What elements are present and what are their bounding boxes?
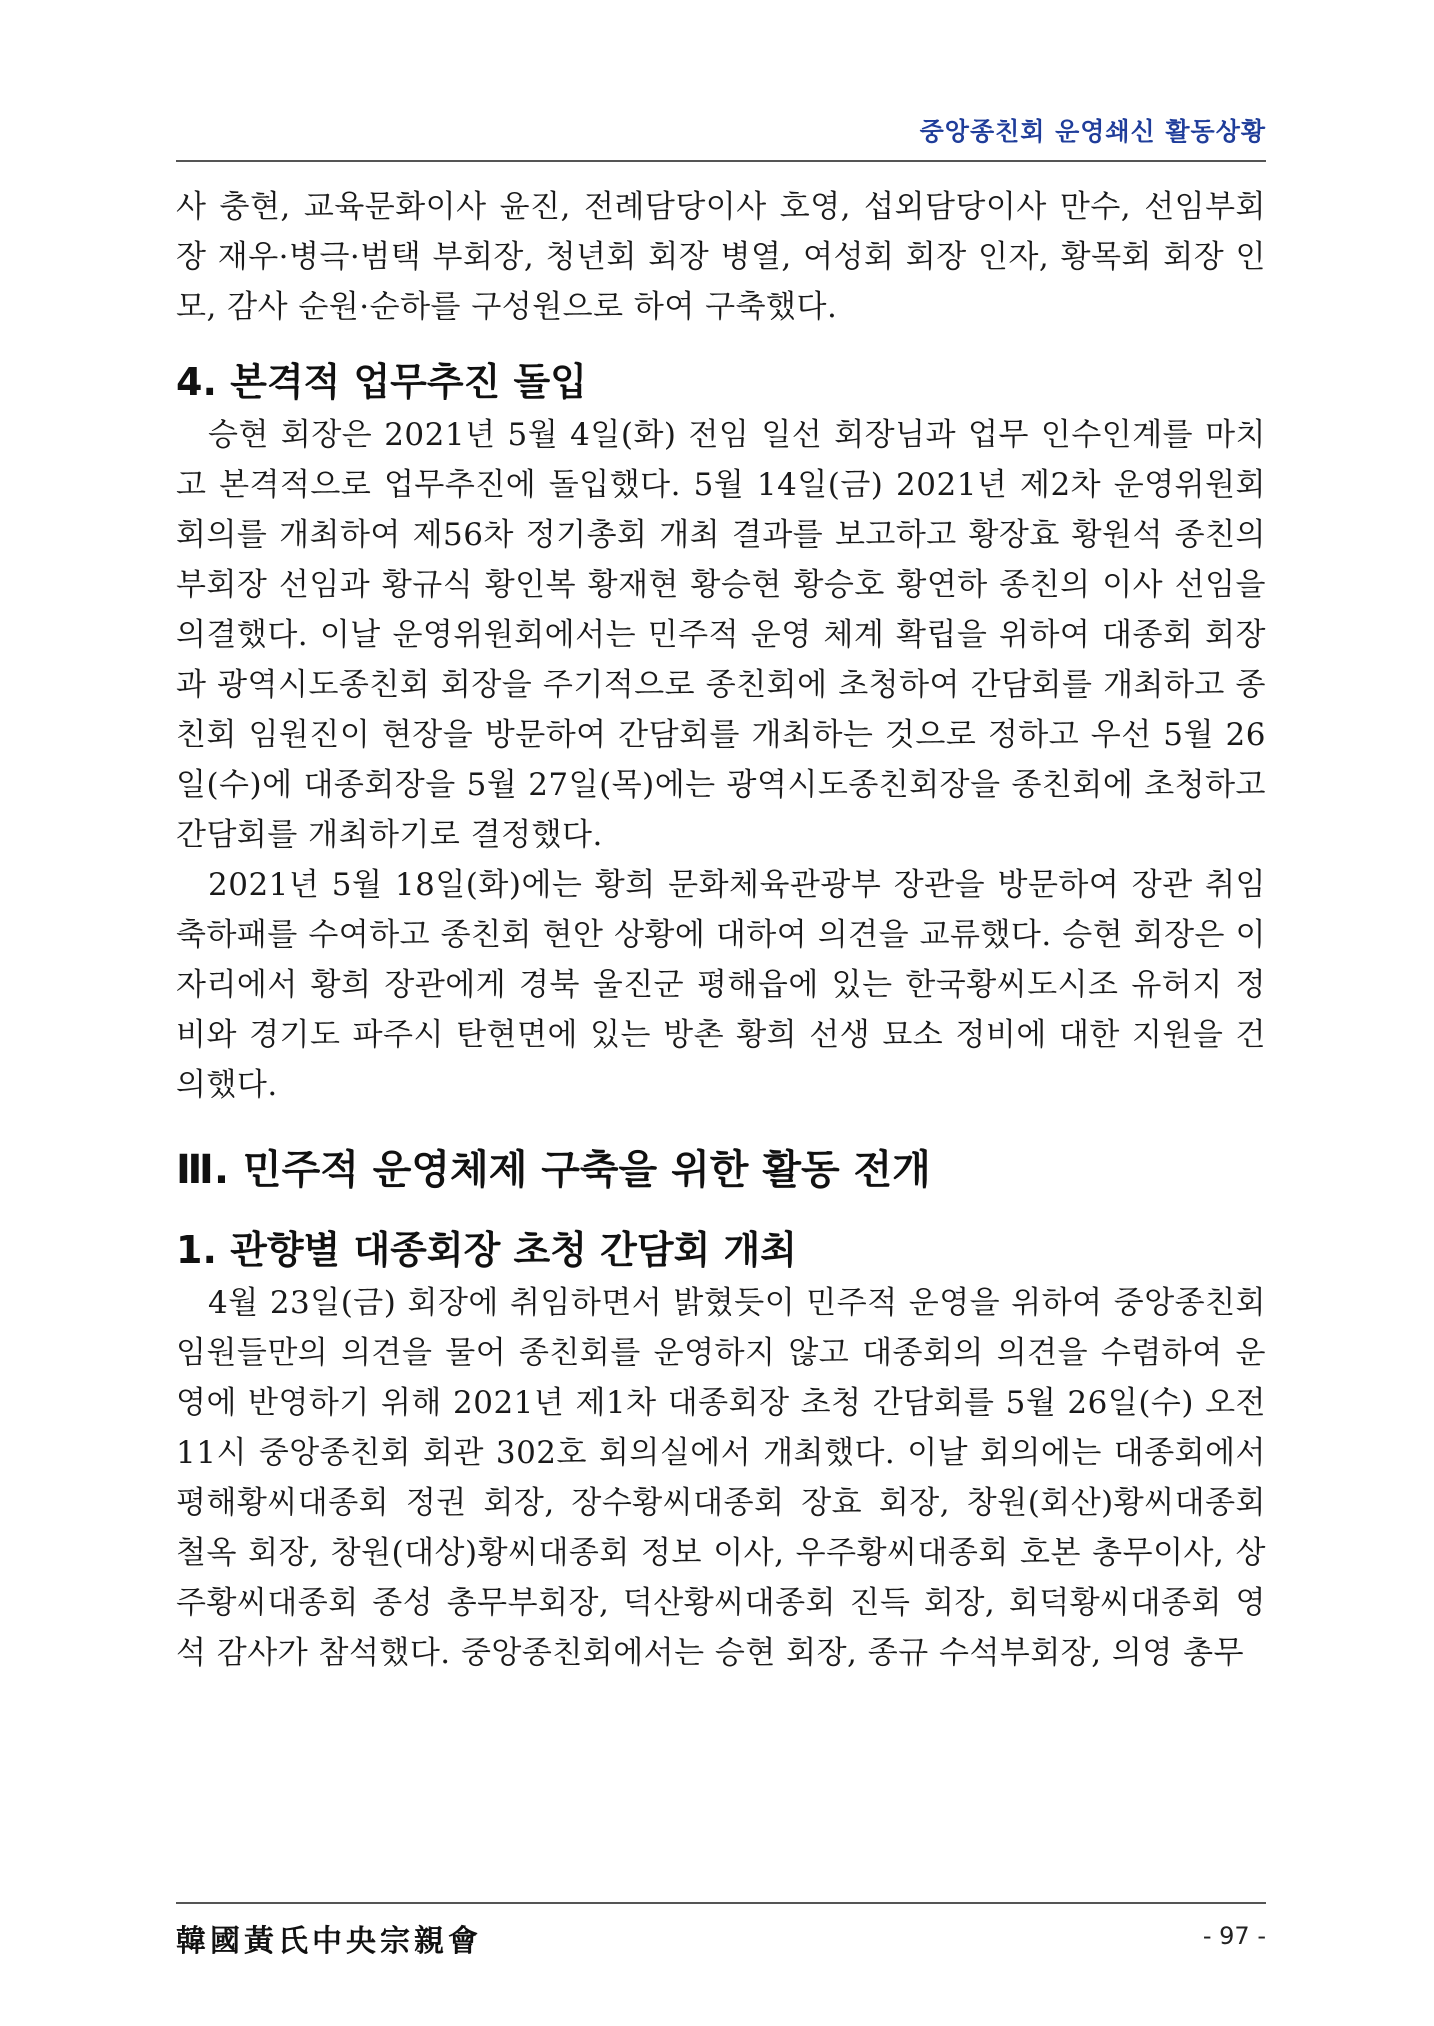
running-header: 중앙종친회 운영쇄신 활동상황 [919, 117, 1266, 146]
paragraph-continuation: 사 충현, 교육문화이사 윤진, 전례담당이사 호영, 섭외담당이사 만수, 선임부회장 재우·병극·범택 부회장, 청년회 회장 병열, 여성회 회장 인자, 황목회 회장 인모, 감사 순원·순하를 구성원으로 하여 구축했다. [176, 189, 1266, 325]
page-content [176, 182, 1266, 1678]
footer-rule [176, 1902, 1266, 1904]
chapter-heading-III: Ⅲ. 민주적 운영체제 구축을 위한 활동 전개 [176, 1147, 931, 1193]
header-rule [176, 160, 1266, 162]
paragraph-minister-visit: 2021년 5월 18일(화)에는 황희 문화체육관광부 장관을 방문하여 장관 취임 축하패를 수여하고 종친회 현안 상황에 대하여 의견을 교류했다. 승현 회장은 이 자리에서 황희 장관에게 경북 울진군 평해읍에 있는 한국황씨도시조 유허지 정비와 경기도 파주시 탄현면에 있는 방촌 황희 선생 묘소 정비에 대한 지원을 건의했다. [176, 867, 1266, 1103]
page-number: - 97 - [1202, 1922, 1266, 1950]
paragraph-business-start: 승현 회장은 2021년 5월 4일(화) 전임 일선 회장님과 업무 인수인계를 마치고 본격적으로 업무추진에 돌입했다. 5월 14일(금) 2021년 제2차 운영위원회 회의를 개최하여 제56차 정기총회 개최 결과를 보고하고 황장효 황원석 종친의 부회장 선임과 황규식 황인복 황재현 황승현 황승호 황연하 종친의 이사 선임을 의결했다. 이날 운영위원회에서는 민주적 운영 체계 확립을 위하여 대종회 회장과 광역시도종친회 회장을 주기적으로 종친회에 초청하여 간담회를 개최하고 종친회 임원진이 현장을 방문하여 간담회를 개최하는 것으로 정하고 우선 5월 26일(수)에 대종회장을 5월 27일(목)에는 광역시도종친회장을 종친회에 초청하고 간담회를 개최하기로 결정했다. [176, 417, 1266, 853]
paragraph-meeting: 4월 23일(금) 회장에 취임하면서 밝혔듯이 민주적 운영을 위하여 중앙종친회 임원들만의 의견을 물어 종친회를 운영하지 않고 대종회의 의견을 수렴하여 운영에 반영하기 위해 2021년 제1차 대종회장 초청 간담회를 5월 26일(수) 오전 11시 중앙종친회 회관 302호 회의실에서 개최했다. 이날 회의에는 대종회에서 평해황씨대종회 정권 회장, 장수황씨대종회 장효 회장, 창원(회산)황씨대종회 철옥 회장, 창원(대상)황씨대종회 정보 이사, 우주황씨대종회 호본 총무이사, 상주황씨대종회 종성 총무부회장, 덕산황씨대종회 진득 회장, 회덕황씨대종회 영석 감사가 참석했다. 중앙종친회에서는 승현 회장, 종규 수석부회장, 의영 총무 [176, 1285, 1266, 1671]
section-heading-1: 1. 관향별 대종회장 초청 간담회 개최 [176, 1228, 797, 1272]
section-heading-4: 4. 본격적 업무추진 돌입 [176, 360, 587, 404]
footer-organization: 韓國黃氏中央宗親會 [176, 1924, 482, 1959]
